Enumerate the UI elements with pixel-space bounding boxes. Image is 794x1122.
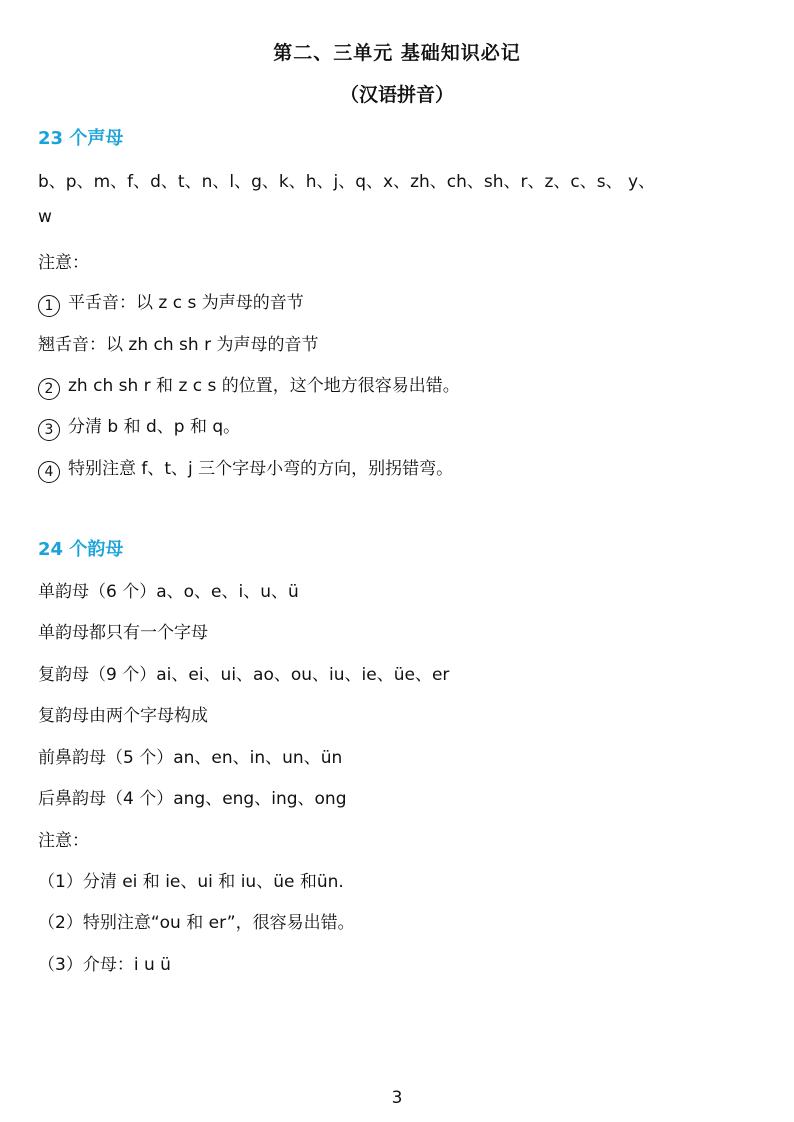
notes-label: 注意：	[38, 831, 89, 851]
note-text: 翘舌音：以 zh ch sh r 为声母的音节	[38, 335, 319, 355]
note-text: 分清 b 和 d、p 和 q。	[68, 417, 241, 437]
finals-note: （1）分清 ei 和 ie、ui 和 iu、üe 和ün.	[38, 872, 344, 892]
finals-line: 单韵母都只有一个字母	[38, 623, 208, 643]
note-item	[38, 288, 768, 317]
note-item	[38, 330, 768, 355]
page-number: 3	[391, 1088, 403, 1108]
note-text: 平舌音：以 z c s 为声母的音节	[68, 293, 304, 313]
note-text: zh ch sh r 和 z c s 的位置，这个地方很容易出错。	[68, 376, 460, 396]
initials-list-line: w	[38, 207, 52, 227]
finals-note: （3）介母：i u ü	[38, 955, 171, 975]
note-text: 特别注意 f、t、j 三个字母小弯的方向，别拐错弯。	[68, 459, 454, 479]
circled-number: 1	[38, 295, 60, 317]
finals-line: 复韵母由两个字母构成	[38, 706, 208, 726]
circled-number: 2	[38, 378, 60, 400]
section-heading-initials: 23 个声母	[38, 128, 124, 149]
finals-line: 前鼻韵母（5 个）an、en、in、un、ün	[38, 748, 343, 768]
finals-line: 后鼻韵母（4 个）ang、eng、ing、ong	[38, 789, 347, 809]
finals-note: （2）特别注意“ou 和 er”，很容易出错。	[38, 913, 355, 933]
circled-number: 3	[38, 419, 60, 441]
page-title: 第二、三单元 基础知识必记	[273, 42, 521, 64]
note-item	[38, 454, 768, 483]
finals-line: 单韵母（6 个）a、o、e、i、u、ü	[38, 582, 299, 602]
note-item	[38, 371, 768, 400]
circled-number: 4	[38, 461, 60, 483]
section-heading-finals: 24 个韵母	[38, 539, 124, 560]
note-item	[38, 412, 768, 441]
notes-label: 注意：	[38, 253, 89, 273]
finals-line: 复韵母（9 个）ai、ei、ui、ao、ou、iu、ie、üe、er	[38, 665, 450, 685]
initials-list-line: b、p、m、f、d、t、n、l、g、k、h、j、q、x、zh、ch、sh、r、z、c、s、 y、	[38, 172, 656, 192]
page-subtitle: （汉语拼音）	[339, 84, 454, 106]
